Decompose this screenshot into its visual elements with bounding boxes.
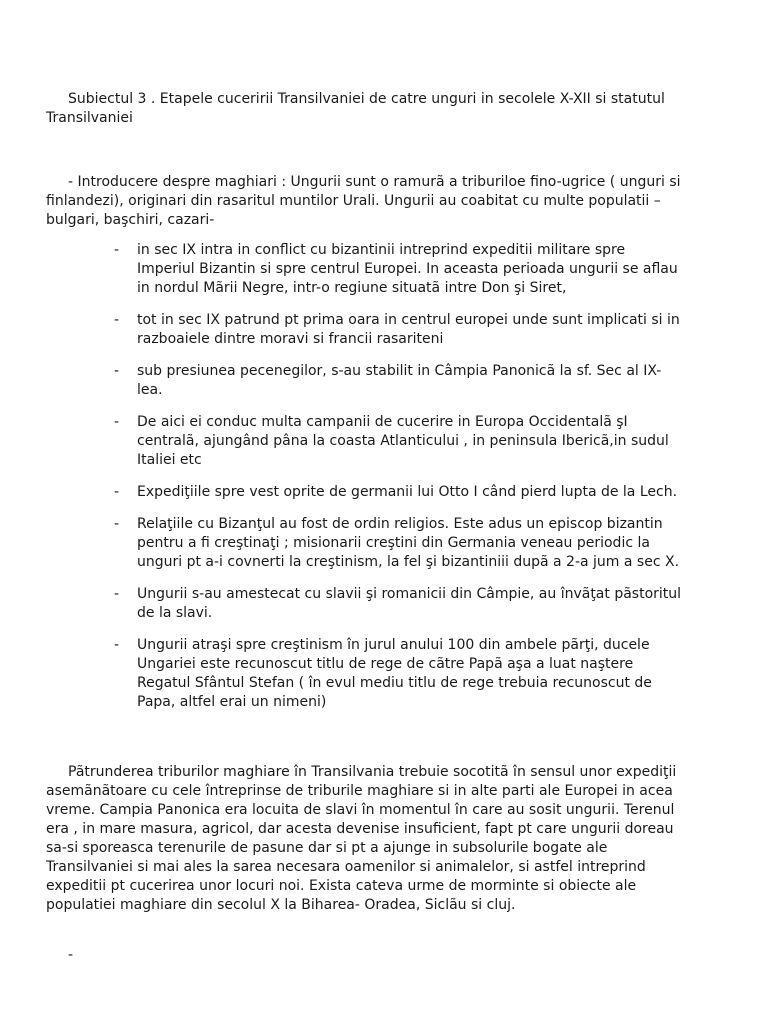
bullet-text: in sec IX intra in conflict cu bizantinii intreprind expeditii militare spre Imperiul Bizantin si spre centrul Europei. In aceasta perioada ungurii se aflau in nordul Mãrii Negre, intr-o regiune situatã intre Don şi Siret,	[137, 242, 678, 296]
body-paragraph: Pãtrunderea triburilor maghiare în Transilvania trebuie socotitã în sensul unor expediţii asemãnãtoare cu cele întreprinse de triburile maghiare si in alte parti ale Europei in acea vreme. Campia Panonica era locuita de slavi în momentul în care au sosit ungurii. Terenul era , in mare masura, agricol, dar acesta devenise insuficient, fapt pt care ungurii doreau sa-si sporeasca terenurile de pasune dar si pt a ajunge in subsolurile bogate ale Transilvaniei si mai ales la sarea necesara oamenilor si animalelor, si astfel intreprind expeditii pt cucerirea unor locuri noi. Exista cateva urme de morminte si obiecte ale populatiei maghiare din secolul X la Biharea- Oradea, Siclãu si cluj.	[46, 764, 677, 913]
bullet-item	[46, 585, 686, 623]
bullet-item	[46, 241, 686, 298]
bullet-item	[46, 636, 686, 712]
bullet-text: De aici ei conduc multa campanii de cucerire in Europa Occidentalã şI centralã, ajungând pâna la coasta Atlanticului , in peninsula Ibericã,in sudul Italiei etc	[137, 414, 669, 468]
bullet-dash: -	[114, 484, 120, 500]
bullet-item	[46, 413, 686, 470]
bullet-dash: -	[114, 242, 120, 258]
document-title: Subiectul 3 . Etapele cuceririi Transilvaniei de catre unguri in secolele X-XII si statutul Transilvaniei	[46, 91, 665, 126]
bullet-text: sub presiunea pecenegilor, s-au stabilit in Câmpia Panonicã la sf. Sec al IX-lea.	[137, 363, 662, 398]
intro-paragraph: - Introducere despre maghiari : Ungurii sunt o ramurã a triburiloe fino-ugrice ( unguri si finlandezi), originari din rasaritul muntilor Urali. Ungurii au coabitat cu multe populatii – bulgari, başchiri, cazari-	[46, 174, 681, 228]
bullet-text: Expediţiile spre vest oprite de germanii lui Otto I când pierd lupta de la Lech.	[137, 484, 678, 500]
bullet-dash: -	[114, 312, 120, 328]
bullet-list	[46, 241, 686, 725]
bullet-text: Ungurii atraşi spre creştinism în jurul anului 100 din ambele pãrţi, ducele Ungariei este recunoscut titlu de rege de cãtre Papã aşa a luat naştere Regatul Sfântul Stefan ( în evul mediu titlu de rege trebuia recunoscut de Papa, altfel erai un nimeni)	[137, 637, 652, 710]
bullet-dash: -	[114, 586, 120, 602]
bullet-item	[46, 362, 686, 400]
bullet-item	[46, 483, 686, 502]
bullet-item	[46, 515, 686, 572]
bullet-dash: -	[114, 414, 120, 430]
bullet-item	[46, 311, 686, 349]
bullet-dash: -	[114, 363, 120, 379]
bullet-text: tot in sec IX patrund pt prima oara in centrul europei unde sunt implicati si in razboaiele dintre moravi si francii rasariteni	[137, 312, 680, 347]
bullet-dash: -	[114, 516, 120, 532]
bullet-text: Relaţiile cu Bizanţul au fost de ordin religios. Este adus un episcop bizantin pentru a fi creştinaţi ; misionarii creştini din Germania veneau periodic la unguri pt a-i covnerti la creştinism, la fel şi bizantiniii dupã a 2-a jum a sec X.	[137, 516, 680, 570]
bullet-dash: -	[114, 637, 120, 653]
trailing-dash: -	[68, 947, 74, 963]
bullet-text: Ungurii s-au amestecat cu slavii şi romanicii din Câmpie, au învãţat pãstoritul de la slavi.	[137, 586, 682, 621]
